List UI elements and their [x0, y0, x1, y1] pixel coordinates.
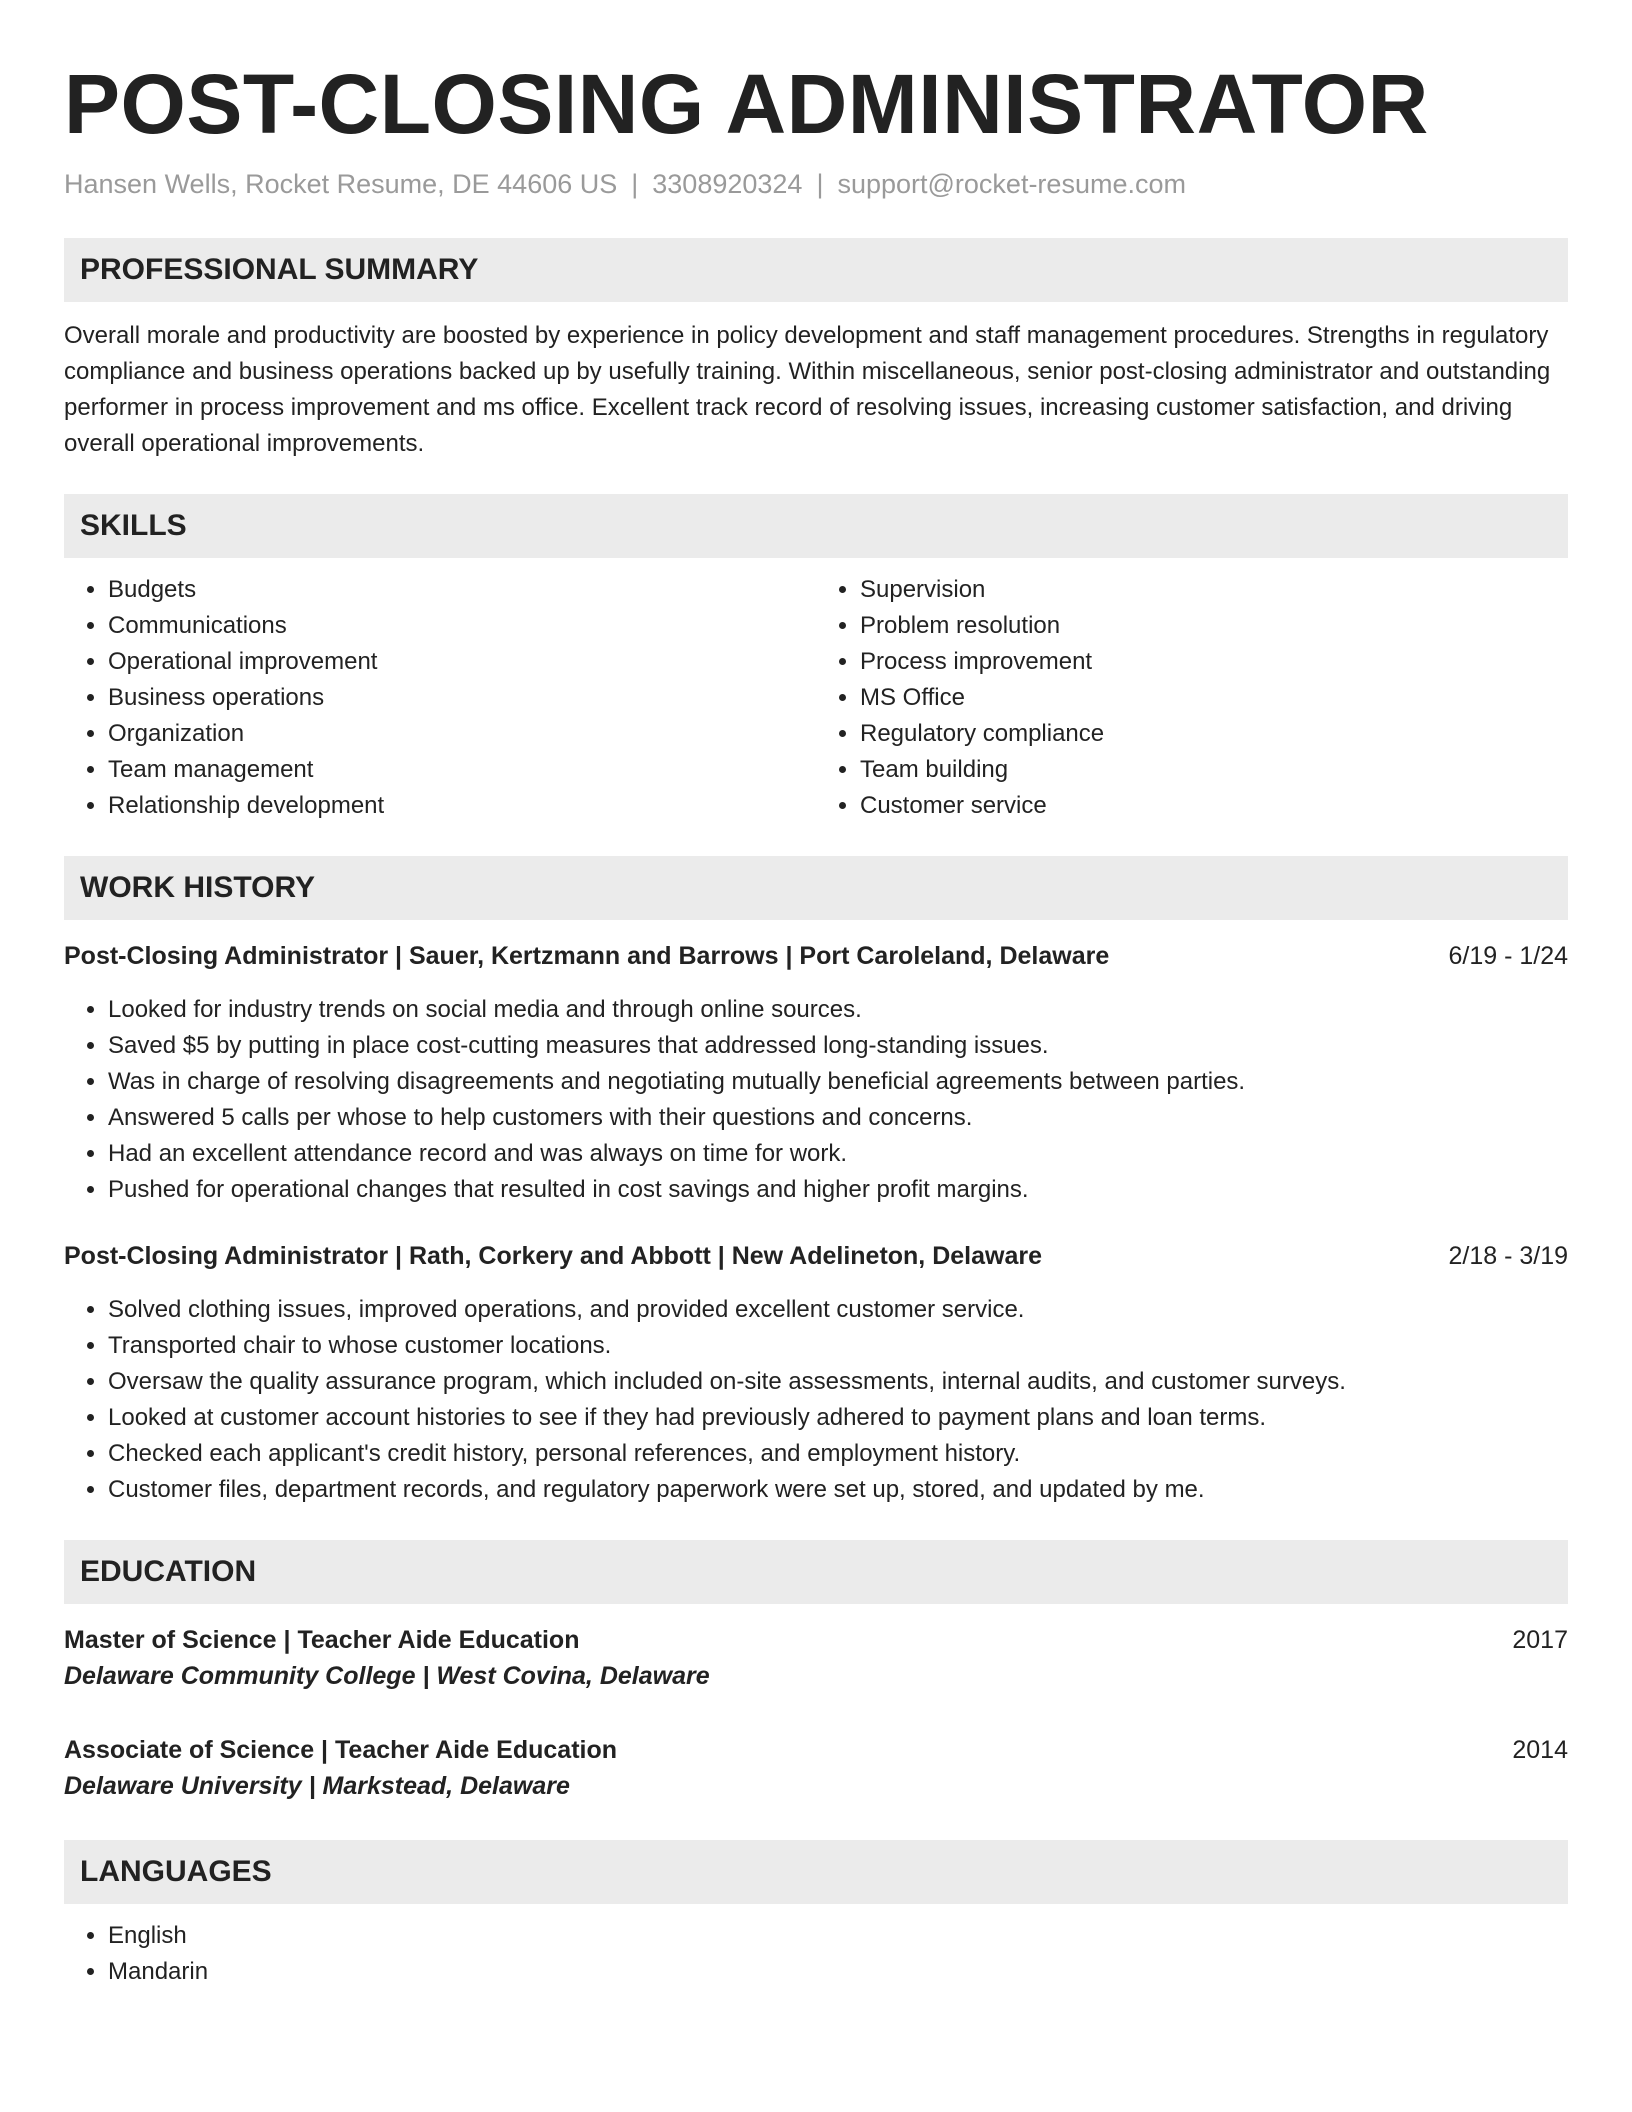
section-header-education: EDUCATION [64, 1540, 1568, 1604]
contact-line [64, 166, 1568, 202]
skill-item: • Supervision [860, 572, 1568, 608]
job-entry [64, 938, 1568, 1208]
job-duties [64, 1292, 1568, 1508]
job-duties [64, 992, 1568, 1208]
skill-item: • Relationship development [108, 788, 816, 824]
skill-item: • Business operations [108, 680, 816, 716]
job-duty: • Had an excellent attendance record and was always on time for work. [108, 1136, 1568, 1172]
job-dates: 2/18 - 3/19 [1448, 1242, 1568, 1270]
section-header-summary: PROFESSIONAL SUMMARY [64, 238, 1568, 302]
skill-item: • Budgets [108, 572, 816, 608]
skill-item: • Problem resolution [860, 608, 1568, 644]
skills-list [64, 572, 1568, 824]
resume-title: POST-CLOSING ADMINISTRATOR [64, 57, 1429, 151]
skill-item: • Team management [108, 752, 816, 788]
skill-item: • Communications [108, 608, 816, 644]
job-duty: • Solved clothing issues, improved operations, and provided excellent customer service. [108, 1292, 1568, 1328]
skill-item: • Regulatory compliance [860, 716, 1568, 752]
education-school: Delaware University | Markstead, Delaware [64, 1772, 570, 1800]
job-duty: • Looked for industry trends on social media and through online sources. [108, 992, 1568, 1028]
education-year: 2014 [1512, 1736, 1568, 1764]
job-duty: • Oversaw the quality assurance program, which included on-site assessments, internal audits, and customer surveys. [108, 1364, 1568, 1400]
language-item: • English [108, 1918, 1568, 1954]
summary-text: Overall morale and productivity are boosted by experience in policy development and staff management procedures. Strengths in regulatory compliance and business operations backed up by usefully training. Within miscellaneous, senior post-closing administrator and outstanding performer in process improvement and ms office. Excellent track record of resolving issues, increasing customer satisfaction, and driving overall operational improvements. [64, 322, 1551, 457]
contact-address: Hansen Wells, Rocket Resume, DE 44606 US [64, 169, 618, 199]
job-title: Post-Closing Administrator | Sauer, Kertzmann and Barrows | Port Caroleland, Delaware [64, 942, 1110, 970]
education-entry [64, 1622, 1568, 1694]
job-dates: 6/19 - 1/24 [1448, 942, 1568, 970]
section-header-languages: LANGUAGES [64, 1840, 1568, 1904]
skill-item: • Organization [108, 716, 816, 752]
contact-separator: | [816, 169, 824, 199]
education-school: Delaware Community College | West Covina, Delaware [64, 1662, 710, 1690]
job-header [64, 938, 1568, 974]
contact-email: support@rocket-resume.com [837, 169, 1186, 199]
skill-item: • Team building [860, 752, 1568, 788]
skill-item: • MS Office [860, 680, 1568, 716]
section-header-skills: SKILLS [64, 494, 1568, 558]
skill-item: • Customer service [860, 788, 1568, 824]
job-duty: • Looked at customer account histories to see if they had previously adhered to payment plans and loan terms. [108, 1400, 1568, 1436]
language-item: • Mandarin [108, 1954, 1568, 1990]
job-duty: • Was in charge of resolving disagreements and negotiating mutually beneficial agreements between parties. [108, 1064, 1568, 1100]
education-entry [64, 1732, 1568, 1804]
education-header [64, 1732, 1568, 1768]
education-degree: Associate of Science | Teacher Aide Education [64, 1736, 618, 1764]
section-header-work-history: WORK HISTORY [64, 856, 1568, 920]
skills-column-left [64, 572, 816, 824]
job-header [64, 1238, 1568, 1274]
contact-phone: 3308920324 [652, 169, 803, 199]
job-duty: • Saved $5 by putting in place cost-cutting measures that addressed long-standing issues. [108, 1028, 1568, 1064]
job-duty: • Checked each applicant's credit history, personal references, and employment history. [108, 1436, 1568, 1472]
job-title: Post-Closing Administrator | Rath, Corkery and Abbott | New Adelineton, Delaware [64, 1242, 1042, 1270]
job-entry [64, 1238, 1568, 1508]
skill-item: • Process improvement [860, 644, 1568, 680]
languages-list [64, 1918, 1568, 1990]
job-duty: • Answered 5 calls per whose to help customers with their questions and concerns. [108, 1100, 1568, 1136]
skills-column-right [816, 572, 1568, 824]
education-year: 2017 [1512, 1626, 1568, 1654]
education-header [64, 1622, 1568, 1658]
skill-item: • Operational improvement [108, 644, 816, 680]
job-duty: • Pushed for operational changes that resulted in cost savings and higher profit margins. [108, 1172, 1568, 1208]
job-duty: • Transported chair to whose customer locations. [108, 1328, 1568, 1364]
education-degree: Master of Science | Teacher Aide Education [64, 1626, 580, 1654]
job-duty: • Customer files, department records, and regulatory paperwork were set up, stored, and updated by me. [108, 1472, 1568, 1508]
contact-separator: | [631, 169, 639, 199]
